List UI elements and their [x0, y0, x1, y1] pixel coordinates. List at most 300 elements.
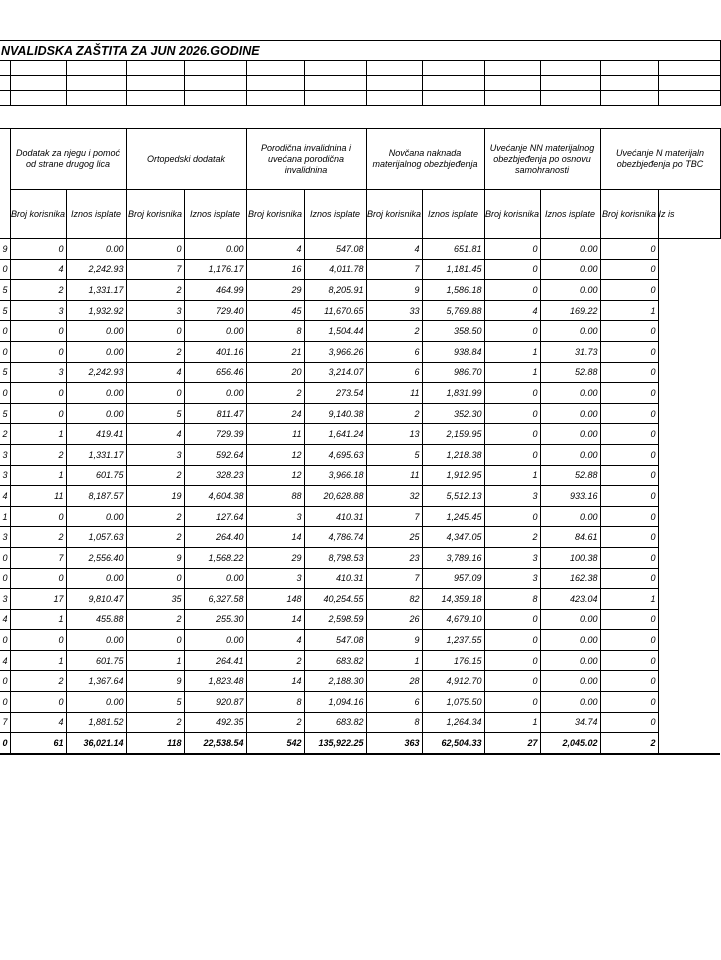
- count-cell: 61: [10, 733, 66, 754]
- count-cell: 0: [600, 547, 658, 568]
- count-cell: 0: [600, 465, 658, 486]
- amount-cell: 4,912.70: [422, 671, 484, 692]
- amount-cell: 729.40: [184, 300, 246, 321]
- amount-cell: 0.00: [540, 424, 600, 445]
- table-row: [0, 280, 720, 301]
- count-cell: 1: [600, 300, 658, 321]
- amount-cell: 1,331.17: [66, 280, 126, 301]
- row-edge-cell: 4: [0, 650, 10, 671]
- count-cell: 11: [246, 424, 304, 445]
- amount-cell: 0.00: [66, 692, 126, 713]
- count-cell: 0: [484, 424, 540, 445]
- count-cell: 12: [246, 465, 304, 486]
- count-cell: 2: [126, 506, 184, 527]
- count-cell: 1: [10, 424, 66, 445]
- amount-cell: 0.00: [540, 671, 600, 692]
- count-cell: 0: [10, 506, 66, 527]
- amount-cell: 2,556.40: [66, 547, 126, 568]
- amount-cell: 0.00: [540, 239, 600, 260]
- group-header-tbc: Uvećanje N materijaln obezbjeđenja po TBC: [600, 129, 720, 190]
- count-cell: 2: [10, 671, 66, 692]
- table-row: [0, 527, 720, 548]
- empty-cell: [600, 91, 658, 106]
- table-row: [0, 609, 720, 630]
- count-cell: 2: [126, 609, 184, 630]
- amount-cell: 1,075.50: [422, 692, 484, 713]
- amount-cell: 601.75: [66, 465, 126, 486]
- amount-cell: 0.00: [184, 383, 246, 404]
- empty-cell: [304, 91, 366, 106]
- empty-cell: [246, 61, 304, 76]
- empty-cell: [126, 91, 184, 106]
- count-cell: 9: [126, 671, 184, 692]
- amount-cell: 0.00: [184, 630, 246, 651]
- empty-cell: [10, 61, 66, 76]
- amount-cell: 2,242.93: [66, 362, 126, 383]
- row-edge-cell: 9: [0, 239, 10, 260]
- amount-cell: 0.00: [66, 239, 126, 260]
- group-header-material-allowance: Novčana naknada materijalnog obezbjeđenja: [366, 129, 484, 190]
- amount-cell: 1,881.52: [66, 712, 126, 733]
- empty-cell: [304, 61, 366, 76]
- group-header-care-allowance: Dodatak za njegu i pomoć od strane drugog lica: [10, 129, 126, 190]
- count-cell: 0: [10, 239, 66, 260]
- count-cell: 9: [366, 630, 422, 651]
- empty-cell: [126, 61, 184, 76]
- totals-row: [0, 733, 720, 754]
- amount-cell: 1,932.92: [66, 300, 126, 321]
- count-cell: 0: [484, 692, 540, 713]
- amount-header: Iznos isplate: [422, 190, 484, 239]
- empty-cell: [10, 91, 66, 106]
- count-cell: 0: [600, 341, 658, 362]
- count-cell: 16: [246, 259, 304, 280]
- count-cell: 32: [366, 486, 422, 507]
- amount-header: Iznos isplate: [540, 190, 600, 239]
- amount-cell: 1,831.99: [422, 383, 484, 404]
- empty-cell: [658, 76, 720, 91]
- table-row: [0, 712, 720, 733]
- count-cell: 45: [246, 300, 304, 321]
- amount-cell: 1,057.63: [66, 527, 126, 548]
- table-row: [0, 506, 720, 527]
- count-cell: 3: [10, 300, 66, 321]
- count-cell: 0: [600, 527, 658, 548]
- count-cell: 0: [600, 280, 658, 301]
- count-cell: 1: [10, 465, 66, 486]
- amount-cell: 6,327.58: [184, 589, 246, 610]
- count-cell: 0: [600, 712, 658, 733]
- count-cell: 0: [484, 630, 540, 651]
- table-row: [0, 444, 720, 465]
- amount-cell: 1,568.22: [184, 547, 246, 568]
- count-cell: 0: [600, 486, 658, 507]
- count-cell: 3: [126, 300, 184, 321]
- empty-cell: [66, 91, 126, 106]
- count-cell: 2: [10, 527, 66, 548]
- count-cell: 1: [126, 650, 184, 671]
- count-cell: 0: [600, 383, 658, 404]
- count-cell: 0: [10, 630, 66, 651]
- count-cell: 2: [366, 403, 422, 424]
- row-edge-cell: 5: [0, 362, 10, 383]
- amount-cell: 358.50: [422, 321, 484, 342]
- count-cell: 4: [126, 362, 184, 383]
- amount-cell: 0.00: [540, 506, 600, 527]
- amount-cell: 0.00: [540, 259, 600, 280]
- count-cell: 11: [10, 486, 66, 507]
- count-cell: 12: [246, 444, 304, 465]
- count-cell: 0: [484, 239, 540, 260]
- amount-cell: 352.30: [422, 403, 484, 424]
- empty-cell: [184, 61, 246, 76]
- amount-cell: 1,176.17: [184, 259, 246, 280]
- count-cell: 2: [600, 733, 658, 754]
- amount-cell: 0.00: [540, 692, 600, 713]
- row-edge-cell: 0: [0, 568, 10, 589]
- table-row: [0, 341, 720, 362]
- empty-row: [0, 91, 720, 106]
- amount-cell: 1,367.64: [66, 671, 126, 692]
- amount-cell: 419.41: [66, 424, 126, 445]
- count-cell: 0: [600, 424, 658, 445]
- amount-cell: 0.00: [184, 321, 246, 342]
- amount-cell: 986.70: [422, 362, 484, 383]
- count-cell: 2: [126, 341, 184, 362]
- amount-cell: 2,159.95: [422, 424, 484, 445]
- amount-cell: 5,769.88: [422, 300, 484, 321]
- count-cell: 3: [484, 547, 540, 568]
- amount-cell: 0.00: [66, 341, 126, 362]
- count-cell: 0: [126, 383, 184, 404]
- table-row: [0, 630, 720, 651]
- amount-cell: 9,140.38: [304, 403, 366, 424]
- count-cell: 88: [246, 486, 304, 507]
- amount-cell: 0.00: [66, 568, 126, 589]
- amount-cell: 22,538.54: [184, 733, 246, 754]
- amount-cell: 273.54: [304, 383, 366, 404]
- amount-cell: 4,347.05: [422, 527, 484, 548]
- count-cell: 5: [126, 403, 184, 424]
- count-cell: 2: [246, 383, 304, 404]
- amount-cell: 255.30: [184, 609, 246, 630]
- amount-cell: 1,094.16: [304, 692, 366, 713]
- amount-cell: 0.00: [66, 403, 126, 424]
- amount-cell: 0.00: [540, 280, 600, 301]
- amount-cell: 1,237.55: [422, 630, 484, 651]
- count-cell: 3: [484, 568, 540, 589]
- count-cell: 0: [126, 239, 184, 260]
- amount-cell: 3,789.16: [422, 547, 484, 568]
- count-cell: 0: [600, 609, 658, 630]
- amount-cell: 651.81: [422, 239, 484, 260]
- amount-cell: 1,586.18: [422, 280, 484, 301]
- amount-cell: 20,628.88: [304, 486, 366, 507]
- row-edge-cell: 0: [0, 692, 10, 713]
- amount-cell: 601.75: [66, 650, 126, 671]
- count-cell: 2: [484, 527, 540, 548]
- amount-cell: 0.00: [66, 383, 126, 404]
- row-edge-cell: 0: [0, 733, 10, 754]
- amount-cell: 264.40: [184, 527, 246, 548]
- count-cell: 5: [126, 692, 184, 713]
- row-edge-cell: 2: [0, 424, 10, 445]
- count-cell: 11: [366, 465, 422, 486]
- count-cell: 29: [246, 280, 304, 301]
- row-edge-cell: 0: [0, 321, 10, 342]
- count-cell: 542: [246, 733, 304, 754]
- amount-cell: 3,966.26: [304, 341, 366, 362]
- count-cell: 13: [366, 424, 422, 445]
- count-cell: 17: [10, 589, 66, 610]
- amount-cell: 811.47: [184, 403, 246, 424]
- empty-cell: [540, 91, 600, 106]
- count-cell: 0: [10, 568, 66, 589]
- empty-cell: [246, 91, 304, 106]
- amount-cell: 410.31: [304, 568, 366, 589]
- amount-cell: 423.04: [540, 589, 600, 610]
- empty-cell: [540, 76, 600, 91]
- count-cell: 6: [366, 362, 422, 383]
- empty-cell: [246, 76, 304, 91]
- amount-cell: 0.00: [66, 630, 126, 651]
- count-cell: 0: [600, 239, 658, 260]
- row-edge-cell: 3: [0, 589, 10, 610]
- row-edge-cell: 5: [0, 300, 10, 321]
- amount-cell: 683.82: [304, 650, 366, 671]
- count-cell: 0: [600, 650, 658, 671]
- amount-header: Iznos isplate: [304, 190, 366, 239]
- count-cell: 29: [246, 547, 304, 568]
- amount-cell: 547.08: [304, 239, 366, 260]
- table-row: [0, 486, 720, 507]
- count-cell: 0: [10, 383, 66, 404]
- count-cell: 6: [366, 692, 422, 713]
- count-cell: 8: [484, 589, 540, 610]
- amount-cell: 264.41: [184, 650, 246, 671]
- empty-cell: [0, 61, 10, 76]
- table-row: [0, 671, 720, 692]
- count-cell: 7: [366, 259, 422, 280]
- count-cell: 0: [484, 506, 540, 527]
- amount-cell: 0.00: [540, 609, 600, 630]
- empty-cell: [600, 76, 658, 91]
- count-cell: 5: [366, 444, 422, 465]
- empty-cell: [422, 76, 484, 91]
- amount-cell: 683.82: [304, 712, 366, 733]
- count-cell: 0: [126, 321, 184, 342]
- count-cell: 6: [366, 341, 422, 362]
- row-edge-cell: 0: [0, 383, 10, 404]
- amount-cell: 3,214.07: [304, 362, 366, 383]
- count-cell: 7: [10, 547, 66, 568]
- amount-cell: 8,205.91: [304, 280, 366, 301]
- count-cell: 0: [600, 321, 658, 342]
- amount-cell: 52.88: [540, 465, 600, 486]
- empty-cell: [658, 61, 720, 76]
- amount-cell: 52.88: [540, 362, 600, 383]
- count-cell: 0: [484, 650, 540, 671]
- count-cell: 3: [246, 568, 304, 589]
- amount-cell: 656.46: [184, 362, 246, 383]
- count-cell: 0: [10, 403, 66, 424]
- count-cell: 0: [600, 444, 658, 465]
- count-cell: 4: [246, 239, 304, 260]
- amount-cell: 36,021.14: [66, 733, 126, 754]
- amount-cell: 14,359.18: [422, 589, 484, 610]
- count-cell: 0: [484, 383, 540, 404]
- amount-cell: 2,188.30: [304, 671, 366, 692]
- amount-cell: 0.00: [184, 239, 246, 260]
- amount-cell: 938.84: [422, 341, 484, 362]
- row-edge-cell: 3: [0, 444, 10, 465]
- count-cell: 0: [600, 362, 658, 383]
- empty-cell: [422, 61, 484, 76]
- count-cell: 8: [246, 692, 304, 713]
- count-cell: 9: [126, 547, 184, 568]
- table-row: [0, 568, 720, 589]
- empty-cell: [658, 91, 720, 106]
- count-header: Broj korisnika: [10, 190, 66, 239]
- count-header: Broj korisnika: [484, 190, 540, 239]
- empty-cell: [10, 76, 66, 91]
- amount-cell: 1,245.45: [422, 506, 484, 527]
- count-cell: 3: [126, 444, 184, 465]
- amount-cell: 957.09: [422, 568, 484, 589]
- empty-cell: [422, 91, 484, 106]
- count-cell: 4: [246, 630, 304, 651]
- amount-cell: 127.64: [184, 506, 246, 527]
- table-row: [0, 692, 720, 713]
- empty-grid: [0, 60, 721, 106]
- amount-cell: 9,810.47: [66, 589, 126, 610]
- data-table: [0, 128, 721, 755]
- count-cell: 8: [246, 321, 304, 342]
- empty-cell: [304, 76, 366, 91]
- empty-cell: [66, 61, 126, 76]
- count-cell: 4: [484, 300, 540, 321]
- amount-cell: 5,512.13: [422, 486, 484, 507]
- amount-cell: 547.08: [304, 630, 366, 651]
- amount-cell: 328.23: [184, 465, 246, 486]
- count-cell: 1: [484, 465, 540, 486]
- row-edge-cell: 1: [0, 506, 10, 527]
- count-cell: 0: [600, 506, 658, 527]
- count-cell: 33: [366, 300, 422, 321]
- count-cell: 14: [246, 671, 304, 692]
- amount-cell: 592.64: [184, 444, 246, 465]
- count-cell: 21: [246, 341, 304, 362]
- empty-row: [0, 61, 720, 76]
- amount-cell: 0.00: [66, 321, 126, 342]
- count-cell: 0: [600, 403, 658, 424]
- count-cell: 1: [484, 712, 540, 733]
- count-cell: 0: [600, 692, 658, 713]
- amount-cell: 729.39: [184, 424, 246, 445]
- count-cell: 24: [246, 403, 304, 424]
- table-row: [0, 321, 720, 342]
- count-cell: 1: [10, 609, 66, 630]
- table-row: [0, 259, 720, 280]
- row-edge-cell: 0: [0, 341, 10, 362]
- count-cell: 2: [366, 321, 422, 342]
- table-row: [0, 547, 720, 568]
- amount-cell: 84.61: [540, 527, 600, 548]
- count-cell: 1: [484, 362, 540, 383]
- amount-cell: 162.38: [540, 568, 600, 589]
- amount-cell: 40,254.55: [304, 589, 366, 610]
- row-edge-cell: 4: [0, 486, 10, 507]
- amount-cell: 0.00: [540, 383, 600, 404]
- group-header-single-parent: Uvećanje NN materijalnog obezbjeđenja po osnovu samohranosti: [484, 129, 600, 190]
- count-cell: 2: [126, 712, 184, 733]
- count-cell: 148: [246, 589, 304, 610]
- amount-cell: 176.15: [422, 650, 484, 671]
- amount-cell: 2,242.93: [66, 259, 126, 280]
- amount-cell: 1,912.95: [422, 465, 484, 486]
- amount-header: Iznos isplate: [66, 190, 126, 239]
- count-cell: 0: [484, 444, 540, 465]
- amount-cell: 0.00: [540, 630, 600, 651]
- row-edge-cell: 3: [0, 527, 10, 548]
- count-cell: 4: [10, 712, 66, 733]
- amount-cell: 4,695.63: [304, 444, 366, 465]
- empty-cell: [484, 91, 540, 106]
- amount-cell: 410.31: [304, 506, 366, 527]
- table-row: [0, 300, 720, 321]
- count-cell: 3: [246, 506, 304, 527]
- count-cell: 0: [484, 671, 540, 692]
- table-row: [0, 403, 720, 424]
- count-cell: 0: [126, 568, 184, 589]
- count-cell: 2: [10, 444, 66, 465]
- row-edge-cell: 3: [0, 465, 10, 486]
- count-cell: 0: [484, 321, 540, 342]
- row-edge-cell: 4: [0, 609, 10, 630]
- amount-cell: 4,604.38: [184, 486, 246, 507]
- count-cell: 0: [600, 259, 658, 280]
- count-header: Broj korisnika: [366, 190, 422, 239]
- count-cell: 82: [366, 589, 422, 610]
- row-edge-cell: 5: [0, 403, 10, 424]
- empty-cell: [366, 91, 422, 106]
- empty-cell: [366, 61, 422, 76]
- count-cell: 26: [366, 609, 422, 630]
- count-cell: 2: [10, 280, 66, 301]
- table-row: [0, 362, 720, 383]
- amount-cell: 2,045.02: [540, 733, 600, 754]
- amount-cell: 100.38: [540, 547, 600, 568]
- count-cell: 2: [126, 465, 184, 486]
- count-header: Broj korisnika: [600, 190, 658, 239]
- amount-cell: 492.35: [184, 712, 246, 733]
- amount-cell: 1,823.48: [184, 671, 246, 692]
- amount-cell: 1,264.34: [422, 712, 484, 733]
- group-header-orthopedic: Ortopedski dodatak: [126, 129, 246, 190]
- amount-cell: 1,218.38: [422, 444, 484, 465]
- amount-cell: 920.87: [184, 692, 246, 713]
- count-cell: 8: [366, 712, 422, 733]
- amount-cell: 62,504.33: [422, 733, 484, 754]
- count-cell: 23: [366, 547, 422, 568]
- row-edge-cell: 7: [0, 712, 10, 733]
- amount-cell: 933.16: [540, 486, 600, 507]
- row-edge-cell: 0: [0, 630, 10, 651]
- amount-cell: 169.22: [540, 300, 600, 321]
- empty-cell: [600, 61, 658, 76]
- count-cell: 2: [246, 650, 304, 671]
- amount-cell: 0.00: [540, 403, 600, 424]
